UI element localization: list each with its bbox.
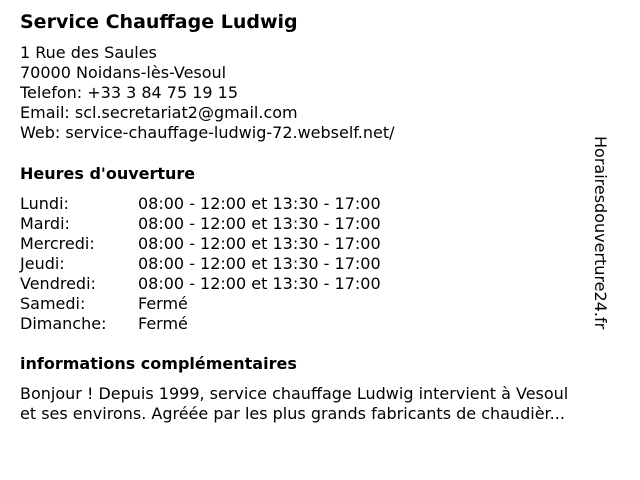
day-hours: 08:00 - 12:00 et 13:30 - 17:00: [138, 234, 381, 253]
city-address: 70000 Noidans-lès-Vesoul: [20, 63, 227, 82]
additional-info-heading: informations complémentaires: [20, 354, 297, 373]
hours-row: [20, 254, 381, 274]
day-label: Mardi:: [20, 214, 70, 233]
info-line: et ses environs. Agréée par les plus grands fabricants de chaudièr...: [20, 404, 565, 423]
street-address: 1 Rue des Saules: [20, 43, 157, 62]
hours-row: [20, 294, 381, 314]
day-label: Jeudi:: [20, 254, 65, 273]
info-line: Bonjour ! Depuis 1999, service chauffage Ludwig intervient à Vesoul: [20, 384, 569, 403]
day-hours: 08:00 - 12:00 et 13:30 - 17:00: [138, 194, 381, 213]
hours-row: [20, 194, 381, 214]
opening-hours-heading: Heures d'ouverture: [20, 164, 196, 183]
day-label: Lundi:: [20, 194, 69, 213]
day-hours: Fermé: [138, 314, 188, 333]
day-hours: 08:00 - 12:00 et 13:30 - 17:00: [138, 214, 381, 233]
opening-hours-table: [20, 194, 381, 334]
day-label: Vendredi:: [20, 274, 96, 293]
address-block: [20, 43, 395, 143]
business-name: Service Chauffage Ludwig: [20, 11, 298, 33]
day-hours: 08:00 - 12:00 et 13:30 - 17:00: [138, 254, 381, 273]
hours-row: [20, 234, 381, 254]
hours-row: [20, 274, 381, 294]
site-watermark: Horairesdouverture24.fr: [591, 136, 610, 330]
hours-row: [20, 314, 381, 334]
day-hours: 08:00 - 12:00 et 13:30 - 17:00: [138, 274, 381, 293]
website-address: Web: service-chauffage-ludwig-72.webself.net/: [20, 123, 395, 142]
day-label: Mercredi:: [20, 234, 95, 253]
hours-row: [20, 214, 381, 234]
additional-info-text: [20, 384, 620, 424]
day-hours: Fermé: [138, 294, 188, 313]
phone-number: Telefon: +33 3 84 75 19 15: [20, 83, 239, 102]
day-label: Samedi:: [20, 294, 86, 313]
day-label: Dimanche:: [20, 314, 107, 333]
email-address: Email: scl.secretariat2@gmail.com: [20, 103, 298, 122]
